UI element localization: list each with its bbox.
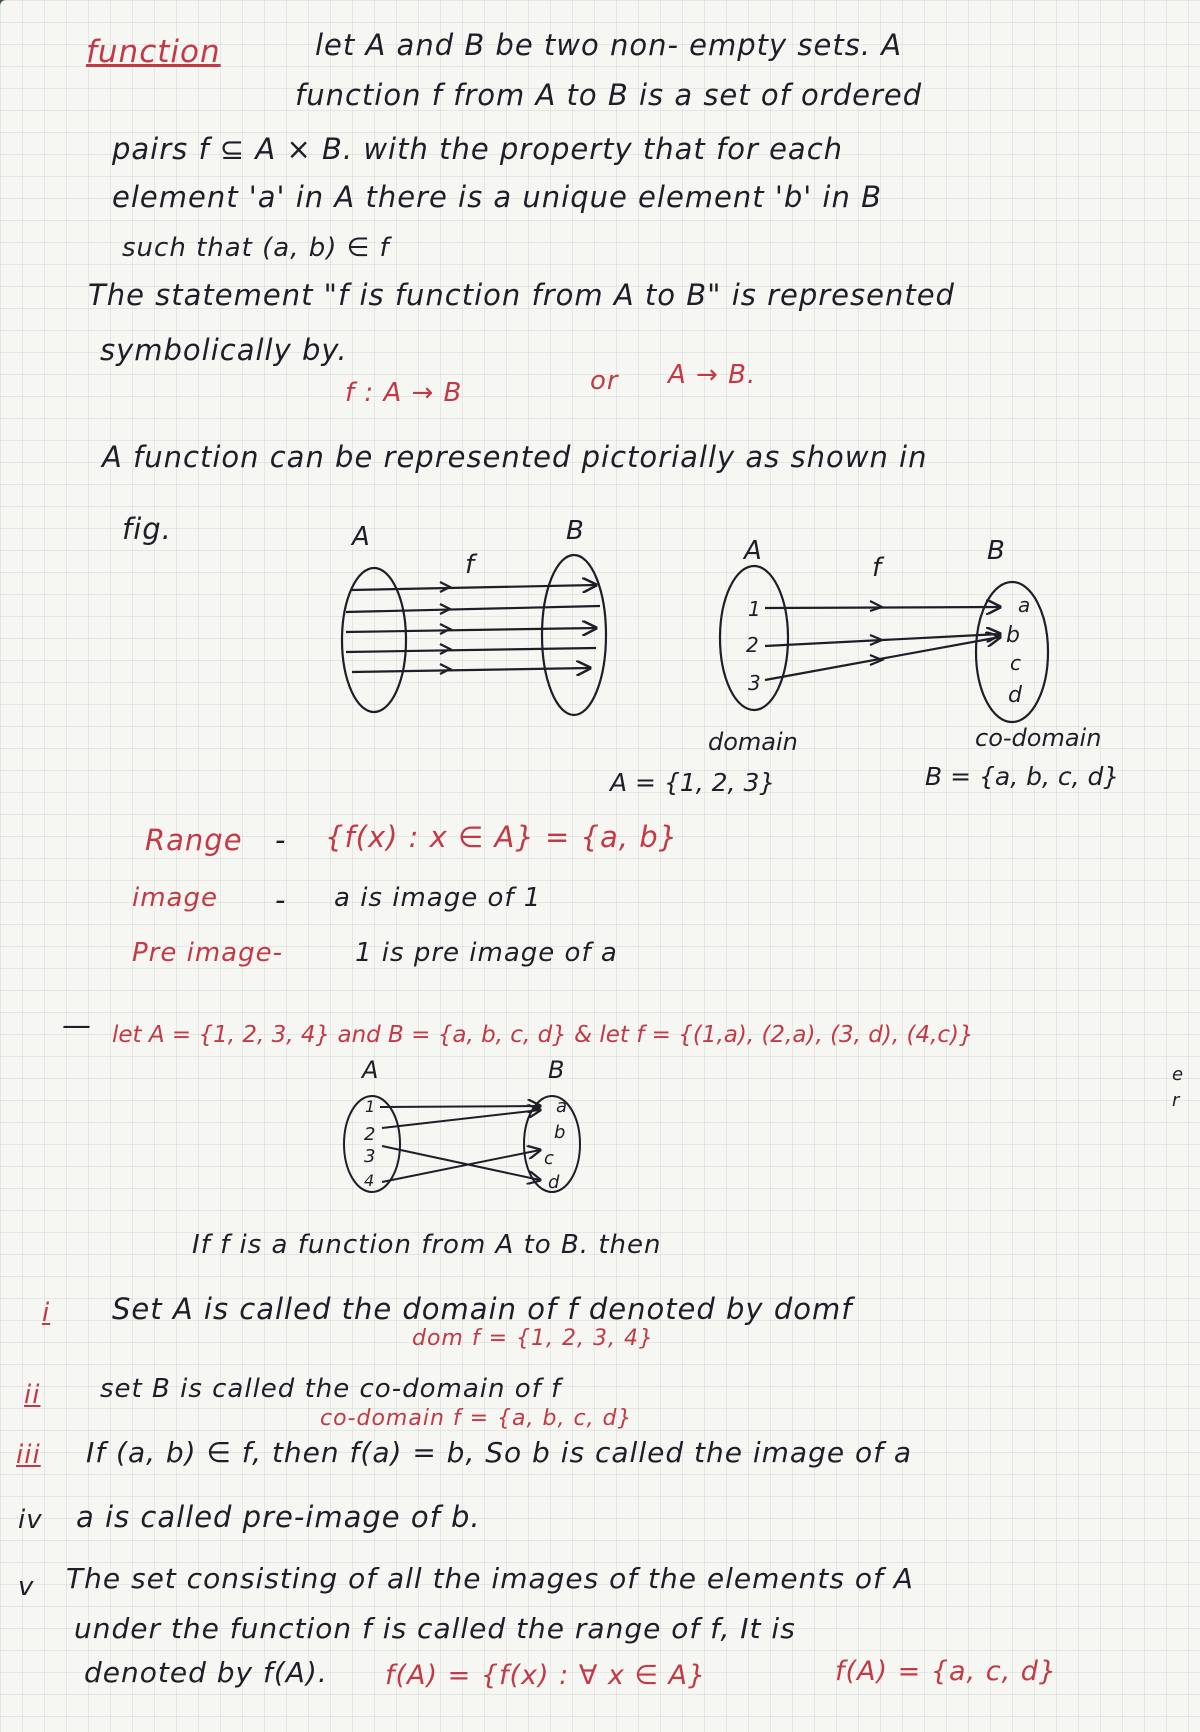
diagram3 xyxy=(344,1096,580,1192)
diagram2-set-a-label: A xyxy=(744,536,762,566)
margin-mark-e: e xyxy=(1172,1064,1184,1085)
line-3: pairs f ⊆ A × B. with the property that for each xyxy=(112,132,844,166)
diagram3-arrow-3-d xyxy=(382,1146,540,1180)
diagram3-set-b-label: B xyxy=(548,1056,565,1084)
item-i-num: i xyxy=(42,1298,51,1328)
diagram3-arrow-1-a xyxy=(380,1106,540,1107)
diagram2-domain-label: domain xyxy=(708,728,798,756)
diagram2-b-elem-c: c xyxy=(1010,651,1021,675)
item-ii-sub: co-domain f = {a, b, c, d} xyxy=(320,1406,633,1431)
diagram1-arrow-4 xyxy=(346,648,596,652)
notation-f-a-to-b: f : A → B xyxy=(345,378,463,408)
diagram1-set-b-label: B xyxy=(566,516,584,546)
line-1: let A and B be two non- empty sets. A xyxy=(315,28,903,62)
diagram3-arrow-2-a xyxy=(382,1110,540,1128)
diagram2-b-elem-b: b xyxy=(1006,623,1020,648)
item-v-text-5: f(A) = {a, c, d} xyxy=(835,1656,1058,1687)
diagram1-arrow-5 xyxy=(352,668,590,672)
range-label: Range xyxy=(145,823,243,857)
diagram1 xyxy=(342,555,606,715)
diagram3-a-elem-2: 2 xyxy=(364,1124,376,1145)
line-6: The statement "f is function from A to B" is represented xyxy=(88,278,955,312)
diagram2-a-elem-3: 3 xyxy=(748,671,761,695)
diagram2-a-set: A = {1, 2, 3} xyxy=(610,768,776,797)
line-2: function f from A to B is a set of ordered xyxy=(295,78,923,112)
diagram1-arrow-2 xyxy=(346,606,600,612)
diagram2-elements xyxy=(746,593,1030,708)
range-text: {f(x) : x ∈ A} = {a, b} xyxy=(325,820,679,854)
item-iv-text: a is called pre-image of b. xyxy=(76,1500,481,1534)
preimage-label: Pre image- xyxy=(132,938,283,968)
diagram3-b-elem-c: c xyxy=(544,1148,554,1169)
item-v-text-3: denoted by f(A). xyxy=(84,1656,328,1689)
diagram1-arrow-1 xyxy=(352,585,596,590)
if-line: If f is a function from A to B. then xyxy=(192,1230,662,1260)
line-9: A function can be represented pictorially as shown in xyxy=(102,440,928,474)
item-i-sub: dom f = {1, 2, 3, 4} xyxy=(412,1326,654,1351)
image-label: image xyxy=(132,883,218,913)
example-dash: — xyxy=(62,1008,92,1042)
diagram2-map-label: f xyxy=(872,553,882,583)
item-ii-num: ii xyxy=(24,1380,41,1410)
margin-mark-r: r xyxy=(1172,1090,1180,1111)
item-iii-num: iii xyxy=(16,1440,41,1470)
diagram2-a-elem-2: 2 xyxy=(746,633,759,657)
item-i-text: Set A is called the domain of f denoted by domf xyxy=(112,1292,853,1326)
diagram1-arrow-3 xyxy=(346,628,596,632)
diagram2-b-set: B = {a, b, c, d} xyxy=(925,762,1120,791)
heading-function: function xyxy=(86,34,221,70)
diagram2-a-elem-1: 1 xyxy=(748,597,761,621)
diagram2-set-b-label: B xyxy=(987,536,1005,566)
line-5: such that (a, b) ∈ f xyxy=(122,233,390,263)
diagram1-set-b-oval xyxy=(542,555,606,715)
preimage-text: 1 is pre image of a xyxy=(355,938,618,968)
diagram1-set-a-label: A xyxy=(352,522,370,552)
item-v-text-1: The set consisting of all the images of the elements of A xyxy=(66,1562,914,1595)
diagram3-a-elem-1: 1 xyxy=(365,1097,376,1116)
diagram2-b-elem-d: d xyxy=(1008,683,1022,708)
item-v-text-2: under the function f is called the range of f, It is xyxy=(74,1612,796,1645)
line-7: symbolically by. xyxy=(100,333,348,367)
range-dash: - xyxy=(275,823,287,857)
item-v-text-4: f(A) = {f(x) : ∀ x ∈ A} xyxy=(385,1660,707,1691)
notation-a-to-b: A → B. xyxy=(668,360,757,390)
diagram3-arrow-4-c xyxy=(382,1150,540,1182)
line-10: fig. xyxy=(122,512,172,546)
item-ii-text: set B is called the co-domain of f xyxy=(100,1374,562,1404)
diagram3-b-elem-b: b xyxy=(554,1122,566,1143)
diagram2-b-elem-a: a xyxy=(1018,593,1031,617)
item-v-num: v xyxy=(18,1572,35,1602)
diagram3-b-elem-d: d xyxy=(548,1172,560,1193)
image-text: a is image of 1 xyxy=(334,883,542,913)
diagram3-set-a-label: A xyxy=(362,1056,379,1084)
item-iv-num: iv xyxy=(18,1505,43,1535)
line-4: element 'a' in A there is a unique element 'b' in B xyxy=(112,180,882,214)
image-dash: - xyxy=(275,883,287,917)
diagram3-a-elem-4: 4 xyxy=(364,1171,375,1190)
item-iii-text: If (a, b) ∈ f, then f(a) = b, So b is called the image of a xyxy=(86,1436,913,1469)
diagram3-b-elem-a: a xyxy=(556,1096,568,1117)
example-text: let A = {1, 2, 3, 4} and B = {a, b, c, d} & let f = {(1,a), (2,a), (3, d), (4,c)} xyxy=(112,1022,974,1048)
diagram2-codomain-label: co-domain xyxy=(975,724,1102,752)
notation-or: or xyxy=(590,366,619,396)
diagram3-a-elem-3: 3 xyxy=(364,1146,376,1167)
diagram2 xyxy=(720,566,1048,722)
diagram1-map-label: f xyxy=(465,550,475,580)
